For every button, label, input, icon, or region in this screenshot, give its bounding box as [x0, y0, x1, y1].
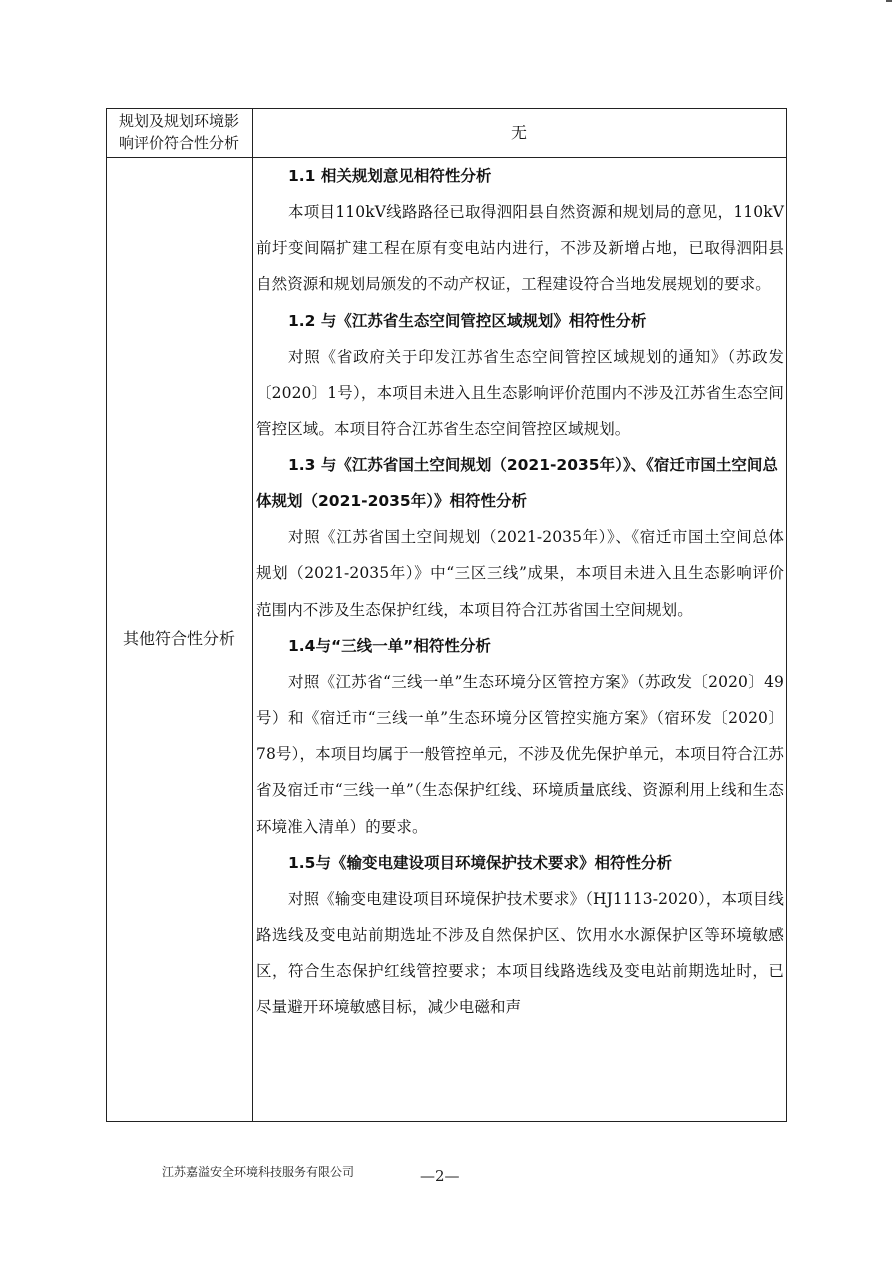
table-left-border [106, 108, 107, 1122]
row2-content [256, 158, 784, 1026]
table-bottom-border [106, 1121, 787, 1122]
table-top-border [106, 108, 787, 109]
section-1-5-paragraph: 对照《输变电建设项目环境保护技术要求》（HJ1113-2020），本项目线路选线及变电站前期选址不涉及自然保护区、饮用水水源保护区等环境敏感区，符合生态保护红线管控要求；本项目线路选线及变电站前期选址时，已尽量避开环境敏感目标，减少电磁和声 [256, 889, 784, 1017]
footer-company-name: 江苏嘉溢安全环境科技服务有限公司 [162, 1165, 355, 1179]
table-column-divider [252, 108, 253, 1122]
section-1-5-heading: 1.5与《输变电建设项目环境保护技术要求》相符性分析 [288, 853, 672, 872]
table-right-border [786, 108, 787, 1122]
footer-page-number: —2— [420, 1167, 460, 1185]
section-1-4-paragraph: 对照《江苏省“三线一单”生态环境分区管控方案》（苏政发〔2020〕49号）和《宿迁市“三线一单”生态环境分区管控实施方案》（宿环发〔2020〕78号），本项目均属于一般管控单元，不涉及优先保护单元，本项目符合江苏省及宿迁市“三线一单”（生态保护红线、环境质量底线、资源利用上线和生态环境准入清单）的要求。 [256, 672, 784, 836]
row1-value: 无 [510, 123, 527, 142]
section-1-2-heading: 1.2 与《江苏省生态空间管控区域规划》相符性分析 [288, 311, 647, 330]
row1-label-line1: 规划及规划环境影 [118, 112, 239, 130]
section-1-4-heading: 1.4与“三线一单”相符性分析 [288, 636, 491, 655]
section-1-2-paragraph: 对照《省政府关于印发江苏省生态空间管控区域规划的通知》（苏政发〔2020〕1号），本项目未进入且生态影响评价范围内不涉及江苏省生态空间管控区域。本项目符合江苏省生态空间管控区域规划。 [256, 347, 784, 439]
page-corner-mark [886, 0, 892, 2]
row1-label [106, 110, 252, 154]
section-1-1-paragraph: 本项目110kV线路路径已取得泗阳县自然资源和规划局的意见，110kV前圩变间隔扩建工程在原有变电站内进行，不涉及新增占地，已取得泗阳县自然资源和规划局颁发的不动产权证，工程建设符合当地发展规划的要求。 [256, 203, 784, 294]
section-1-3-paragraph: 对照《江苏省国土空间规划（2021-2035年）》、《宿迁市国土空间总体规划（2021-2035年）》中“三区三线”成果，本项目未进入且生态影响评价范围内不涉及生态保护红线，本项目符合江苏省国土空间规划。 [256, 528, 784, 619]
section-1-1-heading: 1.1 相关规划意见相符性分析 [288, 167, 492, 185]
row2-label: 其他符合性分析 [122, 629, 235, 648]
row1-label-line2: 响评价符合性分析 [118, 134, 239, 152]
section-1-3-heading: 1.3 与《江苏省国土空间规划（2021-2035年）》、《宿迁市国土空间总体规划（2021-2035年）》相符性分析 [256, 456, 778, 511]
